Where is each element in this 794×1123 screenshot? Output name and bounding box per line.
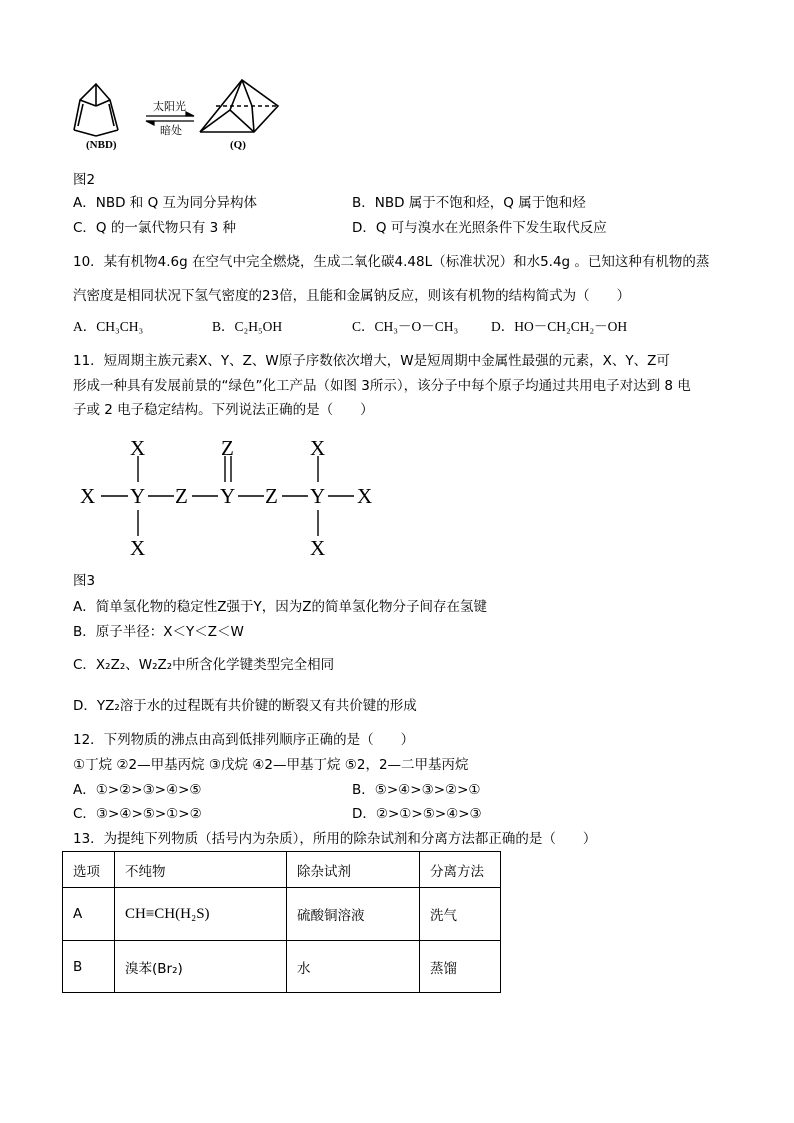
q12-option-d: D．②>①>⑤>④>③ xyxy=(352,806,482,822)
table-row xyxy=(63,941,501,993)
header-reagent: 除杂试剂 xyxy=(287,852,420,888)
q11-option-b: B．原子半径：X＜Y＜Z＜W xyxy=(73,624,244,640)
cell-method: 蒸馏 xyxy=(420,941,501,993)
q9-option-b: B．NBD 属于不饱和烃，Q 属于饱和烃 xyxy=(352,195,586,211)
q-label: (Q) xyxy=(230,139,246,151)
arrow-bottom-label: 暗处 xyxy=(160,124,182,137)
q-structure xyxy=(200,80,278,132)
q9-option-d: D．Q 可与溴水在光照条件下发生取代反应 xyxy=(352,220,607,236)
q11-option-c: C．X₂Z₂、W₂Z₂中所含化学键类型完全相同 xyxy=(73,657,335,673)
header-option: 选项 xyxy=(63,852,115,888)
q12-option-c: C．③>④>⑤>①>② xyxy=(73,806,202,822)
header-impure: 不纯物 xyxy=(115,852,287,888)
figure-3-caption: 图3 xyxy=(73,573,96,589)
atom-z-top: Z xyxy=(221,436,234,460)
q10-option-d: D．HO－CH₂CH₂－OH xyxy=(491,319,628,334)
q10-option-a: A．CH₃CH₃ xyxy=(73,319,144,334)
q12-option-a: A．①>②>③>④>⑤ xyxy=(73,782,202,798)
atom-x-bottom-1: X xyxy=(130,536,146,560)
cell-method: 洗气 xyxy=(420,888,501,941)
nbd-structure xyxy=(74,84,118,136)
atom-x-top-1: X xyxy=(130,436,146,460)
q10-stem-line1: 10．某有机物4.6g 在空气中完全燃烧，生成二氧化碳4.48L（标准状况）和水5.4g 。已知这种有机物的蒸 xyxy=(73,254,710,270)
q9-option-c: C．Q 的一氯代物只有 3 种 xyxy=(73,220,237,236)
figure-3-structure xyxy=(70,432,390,562)
q11-stem-line1: 11．短周期主族元素X、Y、Z、W原子序数依次增大，W是短周期中金属性最强的元素，X、Y、Z可 xyxy=(73,353,670,369)
nbd-label: (NBD) xyxy=(86,139,117,151)
cell-impure: CH≡CH(H₂S) xyxy=(115,888,287,941)
atom-z-2: Z xyxy=(265,484,278,508)
q13-table xyxy=(62,851,501,993)
q11-stem-line2: 形成一种具有发展前景的“绿色”化工产品（如图 3所示），该分子中每个原子均通过共用电子对达到 8 电 xyxy=(73,378,691,394)
atom-x-right: X xyxy=(357,484,373,508)
cell-option: A xyxy=(63,888,115,941)
q13-stem: 13．为提纯下列物质（括号内为杂质），所用的除杂试剂和分离方法都正确的是（ ） xyxy=(73,831,597,847)
header-method: 分离方法 xyxy=(420,852,501,888)
q11-stem-line3: 子或 2 电子稳定结构。下列说法正确的是（ ） xyxy=(73,402,374,418)
atom-y-2: Y xyxy=(220,484,236,508)
cell-option: B xyxy=(63,941,115,993)
cell-reagent: 水 xyxy=(287,941,420,993)
atom-x-bottom-3: X xyxy=(310,536,326,560)
q11-option-d: D．YZ₂溶于水的过程既有共价键的断裂又有共价键的形成 xyxy=(73,698,417,714)
arrow-top-label: 太阳光 xyxy=(153,100,186,113)
q9-option-a: A．NBD 和 Q 互为同分异构体 xyxy=(73,195,257,211)
cell-impure: 溴苯(Br₂) xyxy=(115,941,287,993)
atom-x-top-3: X xyxy=(310,436,326,460)
q10-option-b: B．C₂H₅OH xyxy=(212,319,283,334)
atom-y-3: Y xyxy=(310,484,326,508)
q12-stem: 12．下列物质的沸点由高到低排列顺序正确的是（ ） xyxy=(73,732,415,748)
table-row xyxy=(63,888,501,941)
q10-stem-line2: 汽密度是相同状况下氢气密度的23倍，且能和金属钠反应，则该有机物的结构简式为（ ） xyxy=(73,288,631,304)
atom-z-1: Z xyxy=(175,484,188,508)
q10-option-c: C．CH₃－O－CH₃ xyxy=(352,319,459,334)
atom-x-left: X xyxy=(80,484,96,508)
table-header-row xyxy=(63,852,501,888)
atom-y-1: Y xyxy=(130,484,146,508)
figure-2 xyxy=(66,70,282,150)
cell-reagent: 硫酸铜溶液 xyxy=(287,888,420,941)
q12-items: ①丁烷 ②2—甲基丙烷 ③戊烷 ④2—甲基丁烷 ⑤2，2—二甲基丙烷 xyxy=(73,757,469,773)
q11-option-a: A．简单氢化物的稳定性Z强于Y，因为Z的简单氢化物分子间存在氢键 xyxy=(73,599,487,615)
q12-option-b: B．⑤>④>③>②>① xyxy=(352,782,481,798)
figure-2-caption: 图2 xyxy=(73,172,96,188)
